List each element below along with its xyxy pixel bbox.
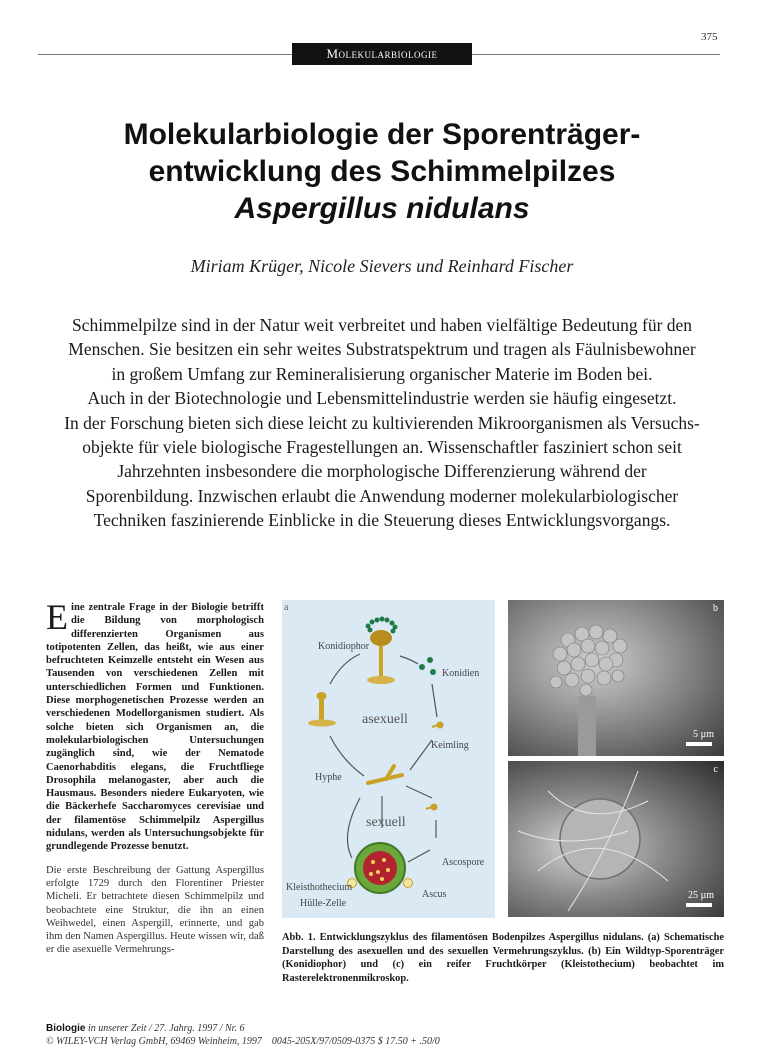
abstract-line: Techniken faszinierende Einblicke in die Steuerung dieses Entwicklungsvorgangs.	[93, 510, 671, 531]
body-paragraph-2: Die erste Beschreibung der Gattung Aspergillus erfolgte 1729 durch den Florentiner Priester Micheli. Er betrachtete diesen Schimmelpilz und beobachtete eine Struktur, die ihn an einen Weihwedel, einen Aspergill, erinnerte, und gab ihm den Namen Aspergillus. Heute wissen wir, daß er die asexuelle Vermehrungs-	[46, 864, 264, 956]
abstract-line: Schimmelpilze sind in der Natur weit verbreitet und haben vielfältige Bedeutung für den	[71, 315, 693, 335]
abstract-line: Auch in der Biotechnologie und Lebensmittelindustrie werden sie häufig eingesetzt.	[87, 388, 677, 409]
cleistothecium-icon	[348, 843, 413, 893]
conidia-icon	[419, 657, 436, 675]
body-paragraph-1-text: ine zentrale Frage in der Biologie betrifft die Bildung von morphologisch differenzierten Organismen aus totipotenten Zellen, das heißt, wie aus einer befruchteten Keimzelle entsteht ein Wesen aus Tausenden von verschiedenen Zellen mit unterschiedlichen Formen und Funktionen. Diese morphogenetischen Prozesse werden an verschiedenen Modellorganismen studiert. Als solche bieten sich Organismen an, die molekularbiologischen Untersuchungen zugänglich sind, wie der Nematode Caenorhabditis elegans, die Fruchtfliege Drosophila melanogaster, aber auch die Hausmaus. Besonders niedere Eukaryoten, wie die Bäckerhefe Saccharomyces cerevisiae und der filamentöse Schimmelpilz Aspergillus nidulans, werden als Untersuchungsobjekte für grundlegende Prozesse benutzt.	[46, 602, 264, 853]
figure-b-sem-conidiophore	[508, 600, 724, 756]
abstract-line: Sporenbildung. Inzwischen erlaubt die Anwendung moderner molekularbiologischer	[85, 485, 679, 506]
abstract-line: Jahrzehnten insbesondere die morphologische Differenzierung während der	[117, 461, 647, 482]
figure-c-label: c	[713, 764, 718, 775]
hypha-icon	[368, 766, 402, 783]
figure-a-schematic	[282, 600, 495, 918]
figure-b-scale-bar	[686, 742, 712, 746]
figure-a-label: a	[284, 602, 289, 613]
ascospore-icon	[426, 804, 438, 811]
title-line-1: Molekularbiologie der Sporenträger-	[123, 118, 641, 151]
article-title	[40, 116, 724, 227]
title-line-2: entwicklung des Schimmelpilzes	[148, 155, 616, 188]
abstract-line: In der Forschung bieten sich diese leicht zu kultivierenden Mikroorganismen als Versuchs-	[64, 412, 700, 433]
label-ascospore: Ascospore	[442, 857, 485, 868]
footer	[46, 1022, 440, 1048]
label-keimling: Keimling	[431, 740, 469, 751]
conidiophore-photo-icon	[508, 600, 724, 756]
label-sexuell: sexuell	[366, 815, 406, 830]
abstract	[40, 313, 724, 533]
footer-line-2	[46, 1035, 440, 1048]
drop-cap: E	[46, 597, 68, 637]
body-column	[46, 597, 264, 967]
label-kleistothecium: Kleisthothecium	[286, 882, 353, 893]
life-cycle-diagram	[282, 600, 495, 918]
figure-caption: Abb. 1. Entwicklungszyklus des filamentösen Bodenpilzes Aspergillus nidulans. (a) Schematische Darstellung des asexuellen und des sexuellen Vermehrungszyklus. (b) Ein Wildtyp-Sporenträger (Konidiophor) und (c) ein reifer Fruchtkörper (Kleistothecium) beobachtet im Rasterelektronenmikroskop.	[282, 932, 724, 984]
label-huelle-zelle: Hülle-Zelle	[300, 898, 347, 909]
figure-b-scale-label: 5 µm	[692, 729, 714, 740]
figure-b-label: b	[713, 603, 718, 614]
journal-name: Biologie	[46, 1023, 86, 1034]
label-ascus: Ascus	[422, 889, 447, 900]
germling-icon	[432, 722, 444, 729]
conidiophore-icon	[366, 617, 398, 685]
label-hyphe: Hyphe	[315, 772, 342, 783]
figure-c-scale-bar	[686, 903, 712, 907]
article-code: 0045-205X/97/0509-0375 $ 17.50 + .50/0	[271, 1036, 440, 1047]
figure-c-scale-label: 25 µm	[687, 890, 714, 901]
label-asexuell: asexuell	[362, 712, 408, 727]
body-paragraph-1	[46, 597, 264, 854]
label-konidiophor: Konidiophor	[318, 641, 370, 652]
abstract-line: Menschen. Sie besitzen ein sehr weites Substratspektrum und tragen als Fäulnisbewohner	[68, 339, 696, 360]
young-conidiophore-icon	[308, 692, 336, 727]
abstract-line: objekte für viele biologische Fragestellungen an. Wissenschaftler fasziniert schon seit	[82, 437, 682, 458]
journal-citation: in unserer Zeit / 27. Jahrg. 1997 / Nr. 6	[87, 1023, 245, 1034]
authors: Miriam Krüger, Nicole Sievers und Reinhard Fischer	[190, 256, 574, 276]
title-line-3: Aspergillus nidulans	[234, 192, 530, 225]
figure-c-sem-cleistothecium	[508, 761, 724, 917]
footer-line-1	[46, 1022, 440, 1035]
abstract-line: in großem Umfang zur Remineralisierung organischer Materie im Boden bei.	[111, 363, 653, 384]
label-konidien: Konidien	[442, 668, 480, 679]
section-label: Molekularbiologie	[292, 43, 472, 65]
page-number: 375	[701, 31, 718, 43]
publisher: © WILEY-VCH Verlag GmbH, 69469 Weinheim, 1997	[46, 1036, 262, 1047]
